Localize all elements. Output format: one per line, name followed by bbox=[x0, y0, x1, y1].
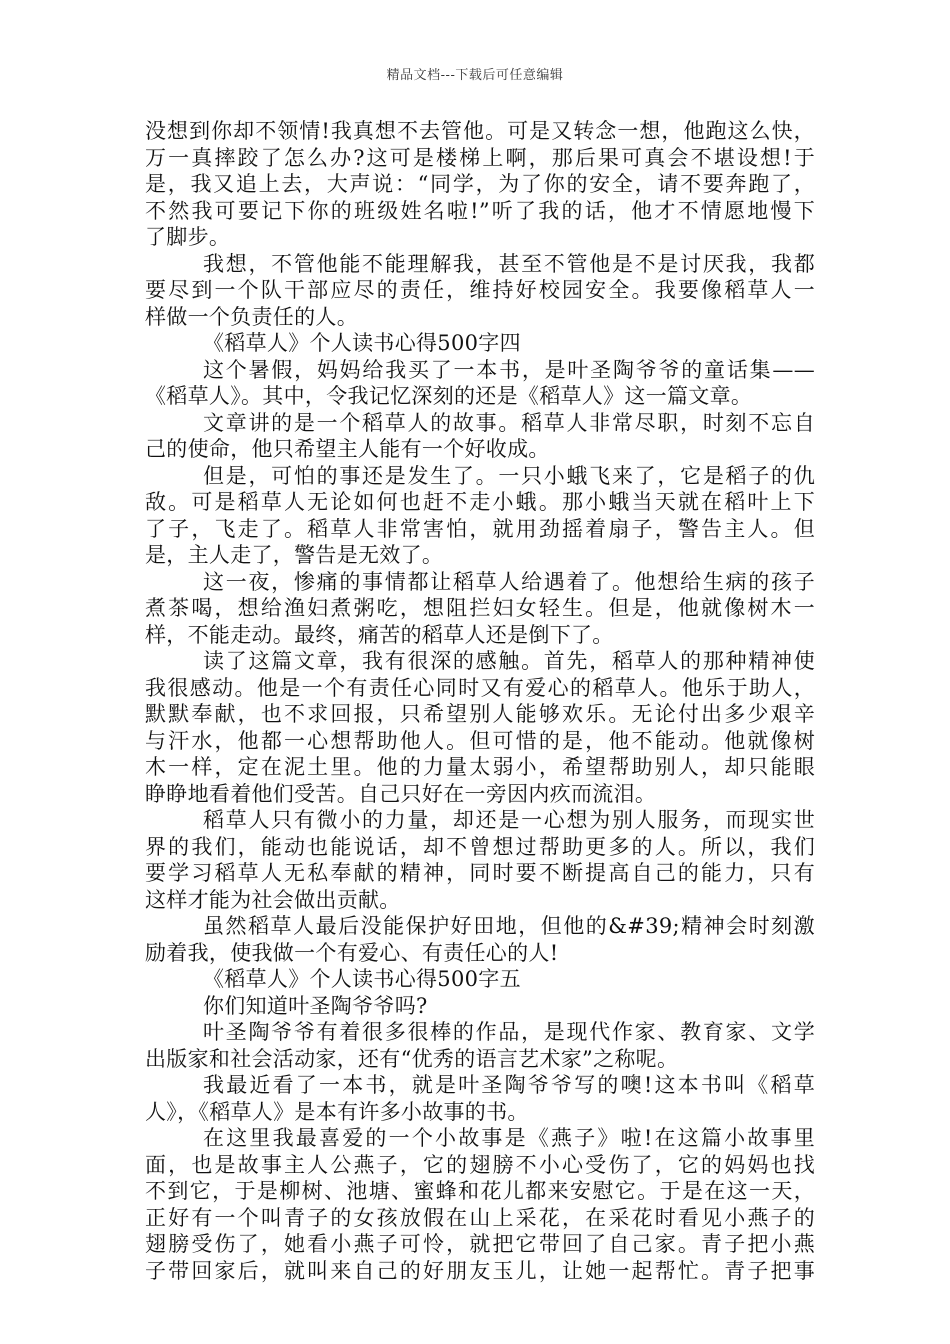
text-line: 木一样，定在泥土里。他的力量太弱小，希望帮助别人，却只能眼 bbox=[145, 755, 815, 779]
text-line: 文章讲的是一个稻草人的故事。稻草人非常尽职，时刻不忘自 bbox=[203, 410, 815, 435]
text-line: 翅膀受伤了，她看小燕子可怜，就把它带回了自己家。青子把小燕 bbox=[145, 1232, 815, 1256]
text-line: 我最近看了一本书，就是叶圣陶爷爷写的噢!这本书叫《稻草 bbox=[203, 1073, 815, 1097]
text-line: 在这里我最喜爱的一个小故事是《燕子》啦!在这篇小故事里 bbox=[203, 1126, 815, 1150]
text-line: 敌。可是稻草人无论如何也赶不走小蛾。那小蛾当天就在稻叶上下 bbox=[145, 490, 815, 514]
section-heading: 《稻草人》个人读书心得500字五 bbox=[203, 967, 521, 991]
text-line: 励着我，使我做一个有爱心、有责任心的人! bbox=[145, 940, 559, 965]
text-line: 叶圣陶爷爷有着很多很棒的作品，是现代作家、教育家、文学 bbox=[203, 1020, 815, 1044]
text-line: 人》，《稻草人》是本有许多小故事的书。 bbox=[145, 1099, 529, 1124]
text-line: 没想到你却不领情!我真想不去管他。可是又转念一想，他跑这么快， bbox=[145, 119, 815, 143]
text-line: 是，主人走了，警告是无效了。 bbox=[145, 543, 444, 567]
text-line: 稻草人只有微小的力量，却还是一心想为别人服务，而现实世 bbox=[203, 808, 815, 832]
text-line: 但是，可怕的事还是发生了。一只小蛾飞来了，它是稻子的仇 bbox=[203, 463, 815, 488]
text-line: 己的使命，他只希望主人能有一个好收成。 bbox=[145, 437, 550, 461]
text-line: 正好有一个叫青子的女孩放假在山上采花，在采花时看见小燕子的 bbox=[145, 1205, 815, 1230]
page-header: 精品文档---下载后可任意编辑 bbox=[386, 68, 564, 83]
text-line: 要学习稻草人无私奉献的精神，同时要不断提高自己的能力，只有 bbox=[145, 861, 815, 885]
text-line: 不到它，于是柳树、池塘、蜜蜂和花儿都来安慰它。于是在这一天， bbox=[145, 1179, 815, 1203]
text-line: 子带回家后，就叫来自己的好朋友玉儿，让她一起帮忙。青子把事 bbox=[145, 1258, 815, 1283]
text-line: 了脚步。 bbox=[145, 225, 231, 249]
text-line: 我想，不管他能不能理解我，甚至不管他是不是讨厌我，我都 bbox=[203, 251, 815, 276]
text-line: 界的我们，能动也能说话，却不曾想过帮助更多的人。所以，我们 bbox=[145, 834, 815, 859]
document-body bbox=[145, 118, 815, 1284]
text-line: 我很感动。他是一个有责任心同时又有爱心的稻草人。他乐于助人， bbox=[145, 675, 815, 700]
text-line: 出版家和社会活动家，还有“优秀的语言艺术家”之称呢。 bbox=[145, 1046, 679, 1071]
text-line: 与汗水，他都一心想帮助他人。但可惜的是，他不能动。他就像树 bbox=[145, 728, 815, 753]
text-line: 这一夜，惨痛的事情都让稻草人给遇着了。他想给生病的孩子 bbox=[203, 569, 815, 594]
text-line: 不然我可要记下你的班级姓名啦!”听了我的话，他才不情愿地慢下 bbox=[145, 198, 815, 223]
text-line: 读了这篇文章，我有很深的感触。首先，稻草人的那种精神使 bbox=[203, 649, 815, 673]
text-line: 这样才能为社会做出贡献。 bbox=[145, 887, 401, 912]
text-line: 万一真摔跤了怎么办?这可是楼梯上啊，那后果可真会不堪设想!于 bbox=[145, 145, 815, 170]
text-line: 《稻草人》。其中，令我记忆深刻的还是《稻草人》这一篇文章。 bbox=[145, 384, 753, 408]
text-line: 这个暑假，妈妈给我买了一本书，是叶圣陶爷爷的童话集—— bbox=[203, 357, 815, 382]
text-line: 了子，飞走了。稻草人非常害怕，就用劲摇着扇子，警告主人。但 bbox=[145, 516, 815, 541]
text-line: 样做一个负责任的人。 bbox=[145, 304, 358, 329]
text-line: 睁睁地看着他们受苦。自己只好在一旁因内疚而流泪。 bbox=[145, 781, 657, 806]
text-line: 样，不能走动。最终，痛苦的稻草人还是倒下了。 bbox=[145, 622, 614, 647]
text-line: 面，也是故事主人公燕子，它的翅膀不小心受伤了，它的妈妈也找 bbox=[145, 1152, 815, 1177]
text-line: 虽然稻草人最后没能保护好田地，但他的&#39;精神会时刻激 bbox=[203, 914, 815, 938]
text-line: 要尽到一个队干部应尽的责任，维持好校园安全。我要像稻草人一 bbox=[145, 278, 815, 302]
text-line: 你们知道叶圣陶爷爷吗? bbox=[203, 993, 428, 1018]
text-line: 煮茶喝，想给渔妇煮粥吃，想阻拦妇女轻生。但是，他就像树木一 bbox=[145, 596, 815, 620]
text-line: 是，我又追上去，大声说：“同学，为了你的安全，请不要奔跑了， bbox=[145, 172, 815, 196]
section-heading: 《稻草人》个人读书心得500字四 bbox=[203, 331, 521, 355]
text-line: 默默奉献，也不求回报，只希望别人能够欢乐。无论付出多少艰辛 bbox=[145, 702, 815, 726]
